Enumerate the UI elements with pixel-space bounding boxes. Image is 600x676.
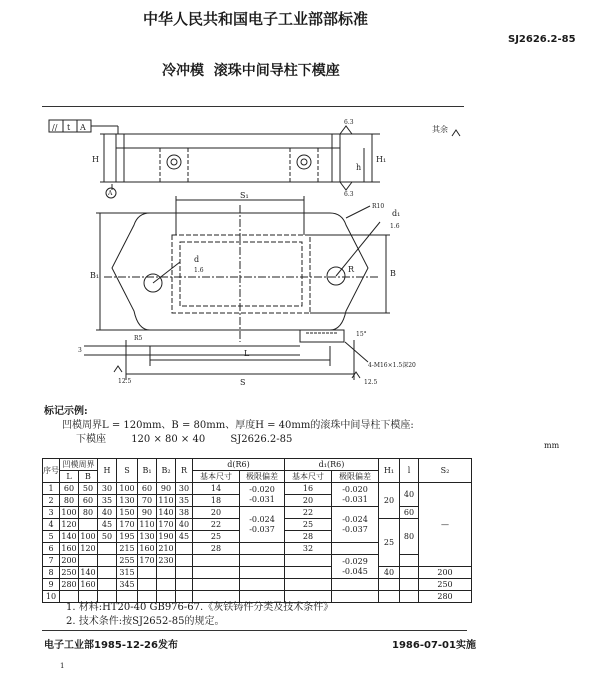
- roughness-bottom: 6.3: [344, 191, 354, 198]
- note-2: 2. 技术条件:按SJ2652-85的规定。: [66, 616, 225, 627]
- cell-S: 100: [117, 483, 138, 495]
- page-title: 冷冲模 滚珠中间导柱下模座: [162, 63, 340, 79]
- th-H1: H₁: [379, 459, 400, 483]
- th-dev: 极限偏差: [240, 471, 285, 483]
- dim-R: R: [348, 265, 355, 274]
- cell-seq: 1: [43, 483, 60, 495]
- th-B1: B₁: [138, 459, 157, 483]
- table-row: 4 120 45 170 110 170 40 22 25 25 80: [43, 519, 472, 531]
- table-row: 10 280: [43, 591, 472, 603]
- th-seq: 序号: [43, 459, 60, 483]
- datum-A: A: [108, 190, 113, 197]
- cell-H: 30: [98, 483, 117, 495]
- th-d1: d₁(R6): [285, 459, 379, 471]
- table-row: 8 250 140 315 40 200: [43, 567, 472, 579]
- cell-R: 30: [176, 483, 193, 495]
- dim-B1: B₁: [90, 271, 100, 280]
- footer-rule: [42, 630, 467, 631]
- dim-d: d: [194, 255, 200, 264]
- th-basic2: 基本尺寸: [285, 471, 332, 483]
- roughness-side: 1.6: [390, 223, 400, 230]
- dim-h: h: [356, 163, 362, 172]
- th-l: l: [400, 459, 419, 483]
- example-dims: 120 × 80 × 40: [131, 434, 206, 445]
- th-L: L: [60, 471, 79, 483]
- example-line1: 凹模周界L = 120mm、B = 80mm、厚度H = 40mm的滚珠中间导柱下模座:: [62, 420, 414, 431]
- cell-B1: 60: [138, 483, 157, 495]
- roughness-top: 6.3: [344, 119, 354, 126]
- cell-d-dev: -0.020 -0.031: [240, 483, 285, 507]
- cell-d: 14: [193, 483, 240, 495]
- table-row: 2 80 60 35 130 70 110 35 18 20: [43, 495, 472, 507]
- roughness-rest: 其余: [432, 125, 448, 134]
- dim-L: L: [244, 349, 250, 358]
- footer-issued: 电子工业部1985-12-26发布: [44, 640, 178, 651]
- cell-B2: 90: [157, 483, 176, 495]
- cell-B: 50: [79, 483, 98, 495]
- cell-l: 40: [400, 483, 419, 507]
- dim-R5: R5: [134, 335, 143, 342]
- tolerance-datum: A: [80, 123, 86, 132]
- dim-angle: 15°: [356, 331, 367, 338]
- th-H: H: [98, 459, 117, 483]
- front-hole-left: [167, 155, 181, 169]
- th-B2: B₂: [157, 459, 176, 483]
- cell-d1-dev: -0.020 -0.031: [332, 483, 379, 507]
- dim-3: 3: [78, 347, 82, 354]
- cell-H1: 20: [379, 483, 400, 519]
- unit-label: mm: [544, 441, 560, 450]
- th-die: 凹模周界: [60, 459, 98, 471]
- footer-effective: 1986-07-01实施: [392, 640, 476, 651]
- dim-H: H: [92, 155, 99, 164]
- roughness-base: 12.5: [118, 378, 132, 385]
- dim-B: B: [390, 269, 396, 278]
- example-line2: [76, 430, 292, 445]
- th-d: d(R6): [193, 459, 285, 471]
- example-name: 下模座: [76, 434, 106, 445]
- front-hole-right: [297, 155, 311, 169]
- cell-L: 60: [60, 483, 79, 495]
- th-dev2: 极限偏差: [332, 471, 379, 483]
- dim-S: S: [240, 378, 246, 387]
- page-number: 1: [60, 662, 65, 670]
- note-1: 1. 材料:HT20-40 GB976-67.《灰铁铸件分类及技术条件》: [66, 602, 334, 613]
- roughness-d: 1.6: [194, 267, 204, 274]
- th-B: B: [79, 471, 98, 483]
- dim-d1: d₁: [392, 209, 401, 218]
- th-S: S: [117, 459, 138, 483]
- tolerance-t: t: [67, 123, 71, 132]
- tolerance-frame: [49, 120, 118, 134]
- standard-code: SJ2626.2-85: [508, 34, 576, 45]
- example-code: SJ2626.2-85: [230, 434, 293, 445]
- org-standard: 中华人民共和国电子工业部部标准: [143, 10, 369, 28]
- front-view: [100, 134, 380, 198]
- spec-table: [42, 458, 472, 603]
- th-S2: S₂: [419, 459, 472, 483]
- table-row: 5 140 100 50 195 130 190 45 25 28: [43, 531, 472, 543]
- table-header-row: [43, 459, 472, 471]
- dim-H1: H₁: [376, 155, 387, 164]
- table-row: 3 100 80 40 150 90 140 38 20 -0.024 -0.037 22 -0.024 -0.037 60: [43, 507, 472, 519]
- th-basic: 基本尺寸: [193, 471, 240, 483]
- example-heading: 标记示例:: [44, 406, 88, 417]
- roughness-slot: 12.5: [364, 379, 378, 386]
- parallel-symbol: //: [52, 123, 58, 132]
- table-row: 6 160 120 215 160 210 28 32: [43, 543, 472, 555]
- table-row: 9 280 160 345 250: [43, 579, 472, 591]
- table-row: [43, 483, 472, 495]
- cell-S2: —: [419, 483, 472, 567]
- cell-d1: 16: [285, 483, 332, 495]
- plan-view: [84, 196, 390, 380]
- thread-note: 4-M16×1.5深20: [368, 362, 416, 369]
- dim-R10: R10: [372, 203, 385, 210]
- dim-S1: S₁: [240, 191, 249, 200]
- th-R: R: [176, 459, 193, 483]
- table-row: 7 200 255 170 230 -0.029 -0.045: [43, 555, 472, 567]
